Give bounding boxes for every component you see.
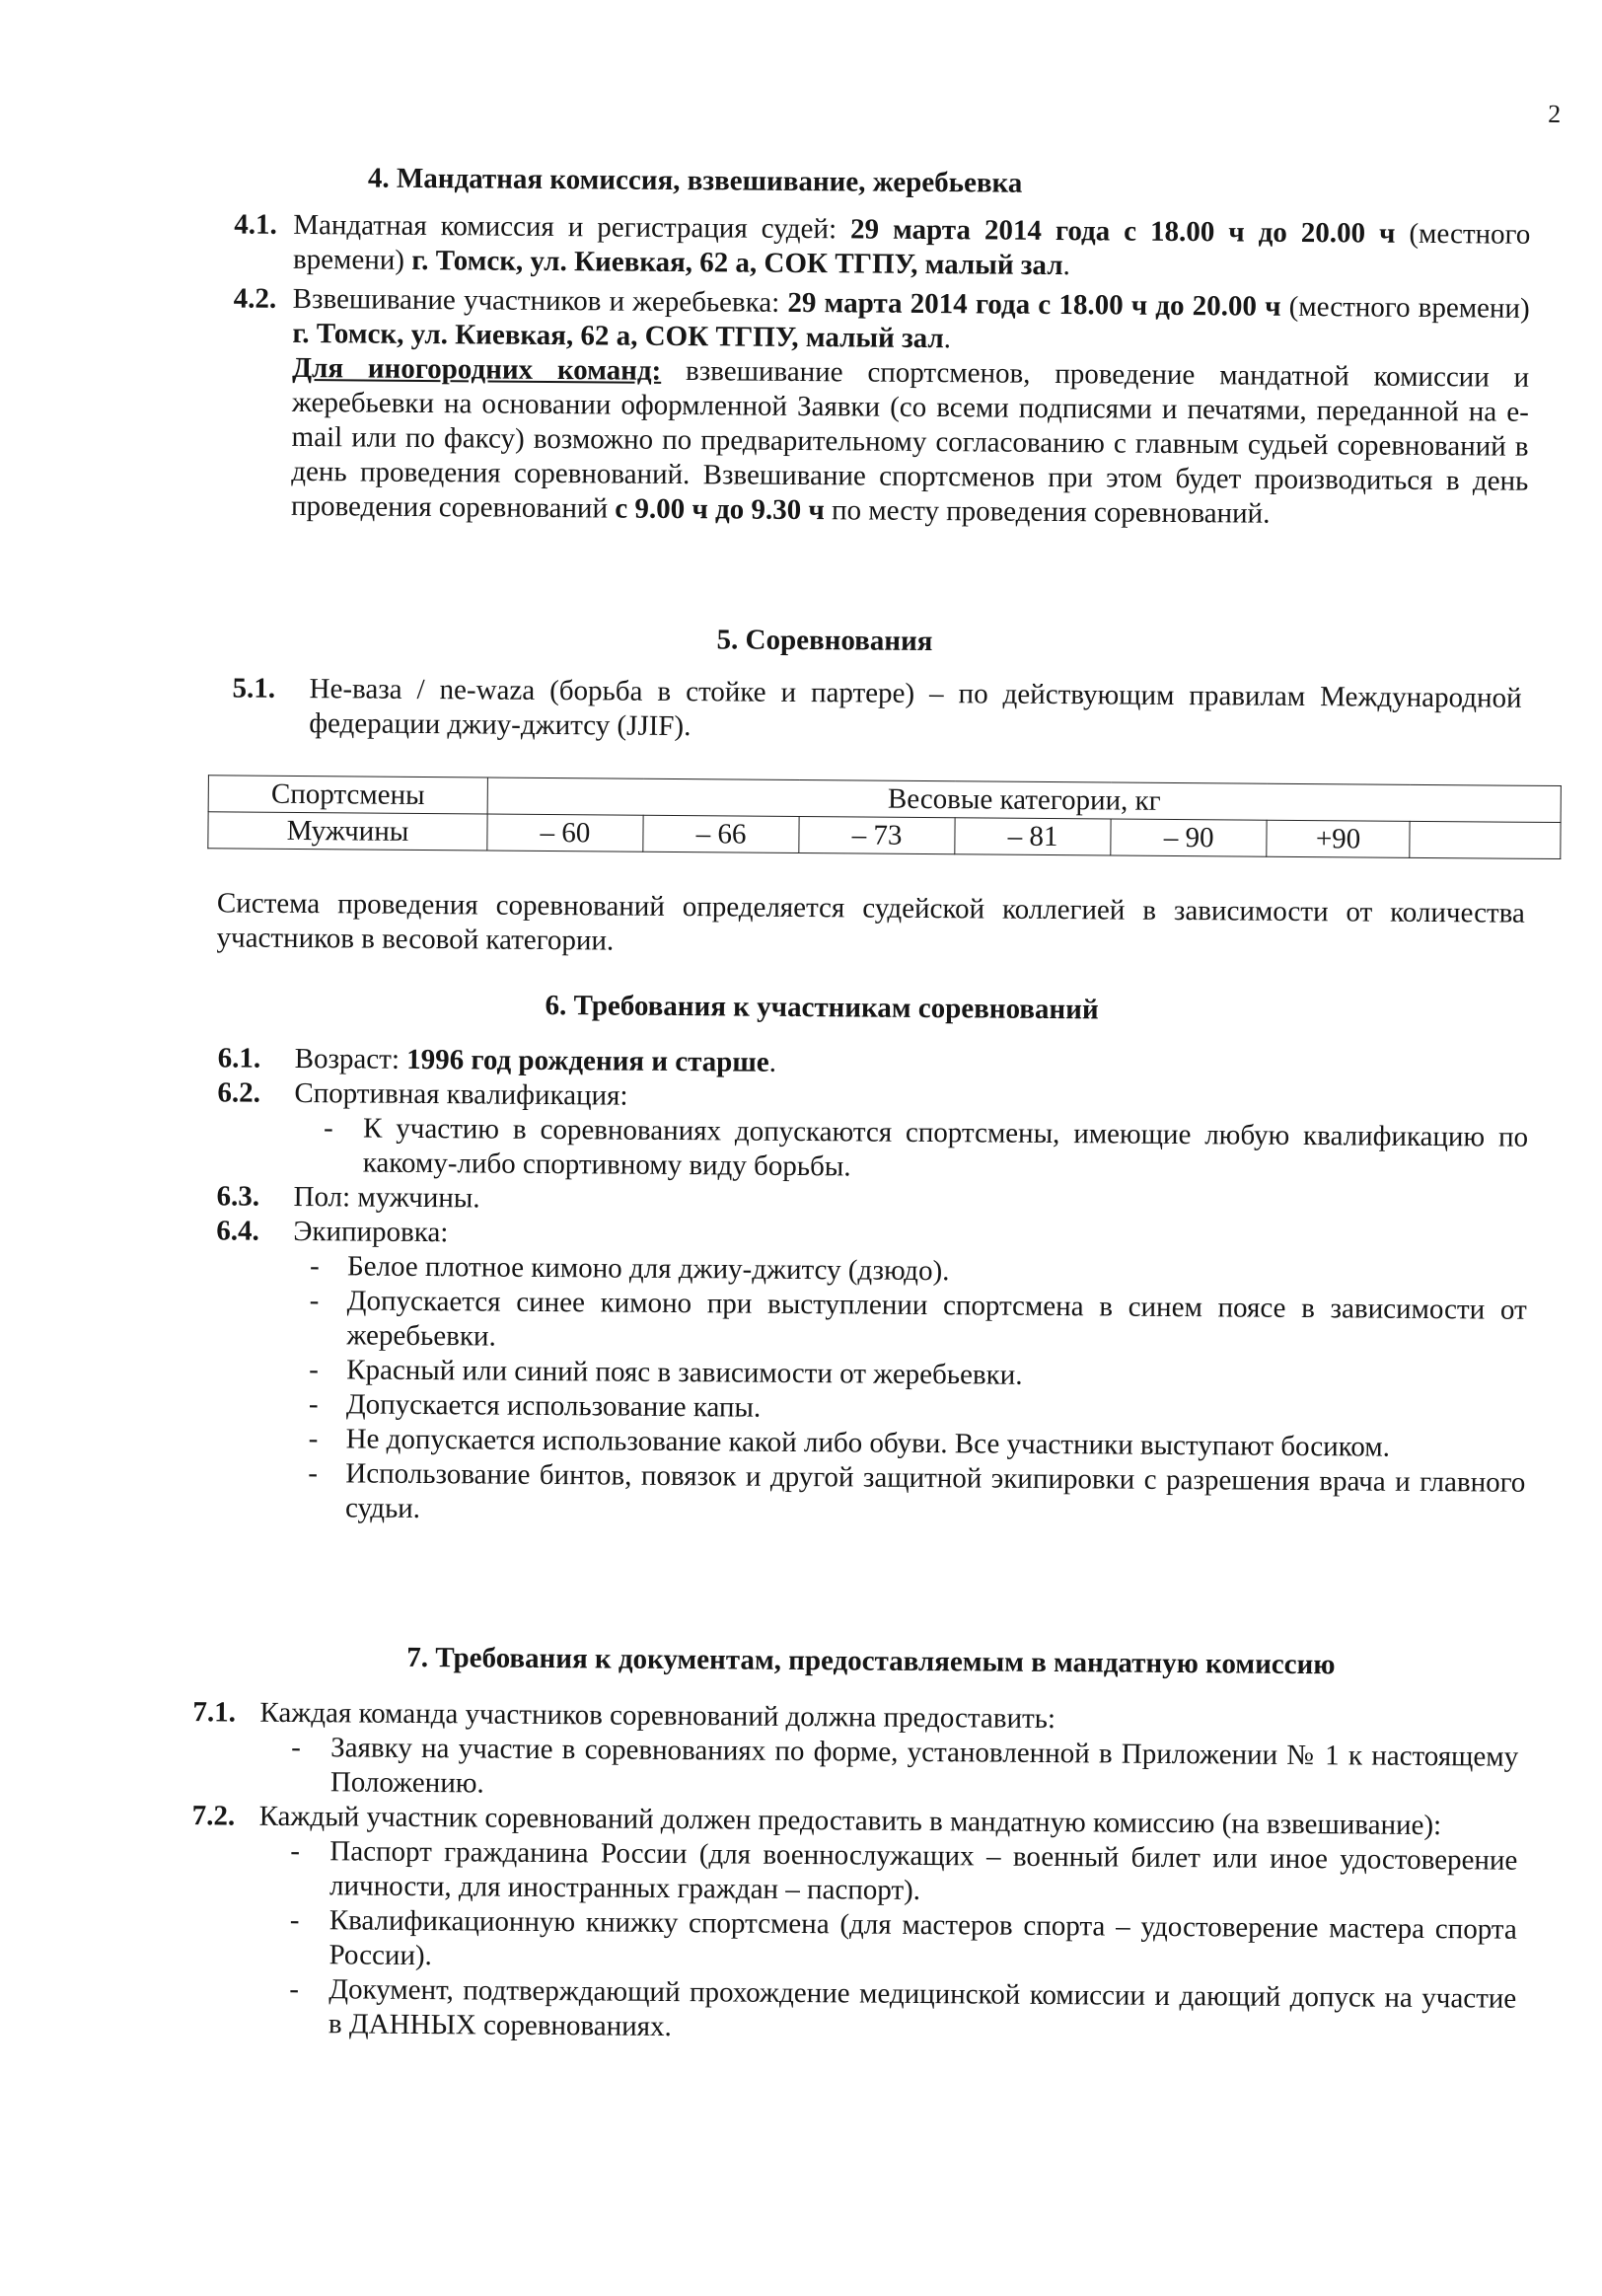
list-6-4 — [202, 1248, 1527, 1535]
weight-cell-empty — [1410, 821, 1561, 858]
list-item — [205, 1110, 1529, 1190]
item-5-1-text: Не-ваза / ne-waza (борьба в стойке и партере) – по действующим правилам Международной федерации джиу-джитсу (JJIF). — [309, 673, 1522, 743]
section-4-title: 4. Мандатная комиссия, взвешивание, жеребьевка — [367, 162, 1023, 199]
list-item-text: Квалификационную книжку спортсмена (для мастеров спорта – удостоверение мастера спорта России). — [328, 1904, 1517, 1972]
dash-marker: - — [309, 1250, 320, 1283]
list-item-text: Документ, подтверждающий прохождение медицинской комиссии и дающий допуск на участие в ДАННЫХ соревнованиях. — [328, 1973, 1517, 2042]
section-4-body — [202, 207, 1530, 534]
weight-cell: – 90 — [1111, 819, 1267, 856]
section-7-title: 7. Требования к документам, предоставляемым в мандатную комиссию — [406, 1641, 1336, 1681]
section-6-title: 6. Требования к участникам соревнований — [545, 989, 1099, 1026]
item-4-2-text-a: Взвешивание участников и жеребьевка: — [292, 282, 788, 319]
item-7-1-number: 7.1. — [192, 1696, 237, 1729]
item-4-1-number: 4.1. — [234, 208, 277, 241]
header-weight-categories: Весовые категории, кг — [487, 778, 1561, 823]
section-6-body — [202, 1041, 1529, 1535]
item-4-2 — [203, 281, 1530, 361]
list-item-text: Белое плотное кимоно для джиу-джитсу (дзюдо). — [346, 1250, 950, 1288]
list-item-text: Паспорт гражданина России (для военнослужащих – военный билет или иное удостоверение личности, для иностранных граждан – паспорт). — [328, 1835, 1518, 1906]
list-item-text: Допускается синее кимоно при выступлении спортсмена в синем поясе в зависимости от жеребьевки. — [346, 1285, 1527, 1353]
weight-cell: – 81 — [955, 818, 1111, 855]
list-item — [203, 1283, 1527, 1363]
weight-cell: – 73 — [799, 816, 955, 853]
section-4 — [233, 0, 1531, 530]
row-label-men: Мужчины — [208, 812, 487, 851]
dash-marker: - — [290, 1834, 301, 1868]
dash-marker: - — [323, 1112, 333, 1145]
list-item — [190, 1971, 1517, 2051]
list-item-text: Не допускается использование какой либо обуви. Все участники выступают босиком. — [345, 1423, 1391, 1463]
item-6-2-text: Спортивная квалификация: — [294, 1076, 628, 1112]
item-4-1-date: 29 марта 2014 года с 18.00 ч до 20.00 ч — [849, 213, 1396, 250]
out-of-town-label: Для иногородних команд: — [292, 351, 662, 387]
item-6-1-text-a: Возраст: — [294, 1042, 407, 1075]
list-item-text: К участию в соревнованиях допускаются спортсмены, имеющие любую квалификацию по какому-либо спортивному виду борьбы. — [362, 1112, 1529, 1183]
item-6-4-text: Экипировка: — [293, 1215, 449, 1249]
item-4-1-text-b: (местного времени) — [292, 217, 1531, 276]
item-5-1 — [220, 671, 1522, 750]
weight-cell: – 66 — [643, 815, 799, 852]
item-5-1-number: 5.1. — [232, 672, 276, 704]
out-of-town-text-a: взвешивание спортсменов, проведение мандатной комиссии и жеребьевки на основании оформленной Заявки (со всеми подписями и печатями, переданной на e-mail или по факсу) возможно по предварительному согласованию с главным судьей соревнований в день проведения соревнований. Взвешивание спортсменов при этом будет производиться в день проведения соревнований — [290, 354, 1530, 525]
dash-marker: - — [289, 1903, 300, 1937]
list-item — [190, 1902, 1517, 1982]
item-4-1-venue: г. Томск, ул. Киевкая, 62 а, СОК ТГПУ, малый зал — [411, 244, 1063, 282]
list-item-text: Использование бинтов, повязок и другой защитной экипировки с разрешения врача и главного судьи. — [344, 1457, 1526, 1524]
dash-marker: - — [308, 1423, 319, 1455]
item-4-1-text-c: . — [1062, 250, 1070, 282]
dash-marker: - — [309, 1285, 320, 1317]
header-athletes: Спортсмены — [208, 776, 487, 814]
item-4-1 — [204, 207, 1531, 287]
page-number: 2 — [1548, 99, 1562, 129]
weight-categories-table — [207, 775, 1562, 859]
item-4-1-text-a: Мандатная комиссия и регистрация судей: — [293, 208, 851, 246]
dash-marker: - — [309, 1354, 319, 1386]
item-7-2-text: Каждый участник соревнований должен предоставить в мандатную комиссию (на взвешивание): — [258, 1800, 1442, 1842]
dash-marker: - — [291, 1731, 301, 1764]
list-7-2 — [190, 1833, 1518, 2051]
out-of-town-text-b: по месту проведения соревнований. — [824, 494, 1271, 530]
competition-system-text: Система проведения соревнований определяется судейской коллегией в зависимости от количества участников в весовой категории. — [216, 887, 1525, 957]
list-item — [202, 1455, 1526, 1535]
item-6-1-number: 6.1. — [217, 1042, 261, 1074]
item-4-2-text-b: (местного времени) — [1280, 290, 1530, 325]
item-7-2-number: 7.2. — [191, 1800, 236, 1832]
list-item-text: Заявку на участие в соревнованиях по форме, установленной в Приложении № 1 к настоящему Положению. — [329, 1732, 1519, 1800]
item-7-1-text: Каждая команда участников соревнований должна предоставить: — [259, 1696, 1056, 1736]
list-item — [192, 1730, 1519, 1810]
weight-cell: +90 — [1267, 820, 1410, 857]
section-7-body — [190, 1695, 1519, 2051]
dash-marker: - — [308, 1388, 319, 1421]
list-item-text: Допускается использование капы. — [345, 1388, 762, 1424]
section-5-body — [220, 671, 1522, 750]
out-of-town-time: с 9.00 ч до 9.30 ч — [615, 492, 825, 527]
out-of-town-paragraph — [202, 350, 1529, 534]
item-4-2-date: 29 марта 2014 года с 18.00 ч до 20.00 ч — [787, 286, 1281, 323]
item-6-3-text: Пол: мужчины. — [293, 1180, 480, 1215]
item-4-2-venue: г. Томск, ул. Киевкая, 62 а, СОК ТГПУ, малый зал — [292, 317, 944, 355]
weight-cell: – 60 — [487, 814, 643, 852]
list-6-2 — [205, 1110, 1529, 1190]
item-6-2-number: 6.2. — [217, 1076, 261, 1109]
item-6-4-number: 6.4. — [216, 1215, 259, 1247]
list-item-text: Красный или синий пояс в зависимости от жеребьевки. — [346, 1354, 1023, 1391]
dash-marker: - — [308, 1457, 319, 1490]
item-6-3-number: 6.3. — [216, 1180, 260, 1213]
section-5-title: 5. Соревнования — [716, 624, 933, 658]
dash-marker: - — [289, 1972, 300, 2006]
list-7-1 — [192, 1730, 1519, 1810]
list-item — [191, 1833, 1518, 1913]
item-4-2-text-c: . — [943, 323, 952, 355]
item-4-2-number: 4.2. — [233, 282, 277, 315]
weights-table-wrap — [197, 775, 1562, 859]
item-6-1-age: 1996 год рождения и старше — [406, 1043, 769, 1078]
item-6-1-text-b: . — [768, 1046, 777, 1078]
